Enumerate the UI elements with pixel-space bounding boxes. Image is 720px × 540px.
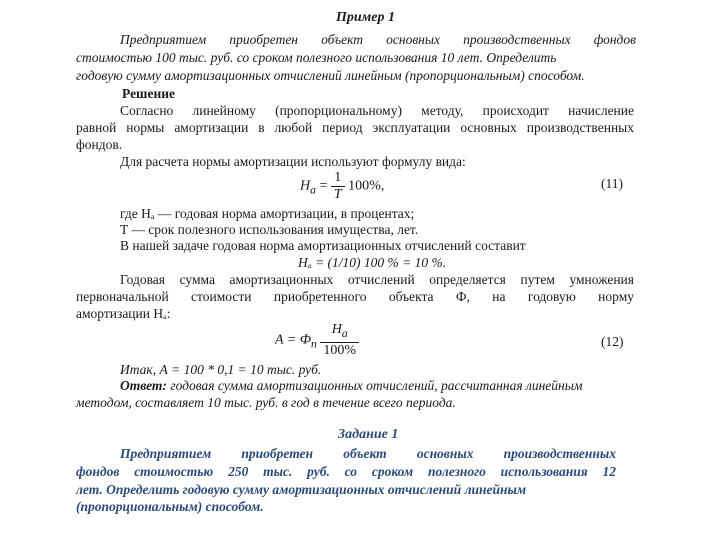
solution-para1-line-2: равной нормы амортизации в любой период эксплуатации основных производственных [76,120,634,135]
formula-12-denominator: 100% [323,342,357,358]
formula-11-denominator: T [333,187,342,202]
answer-line-1 [120,378,634,394]
norm-calculation: Нₐ = (1/10) 100 % = 10 %. [298,255,447,270]
formula-12-lhs-sub: п [311,337,317,351]
result-line: Итак, А = 100 * 0,1 = 10 тыс. руб. [120,362,322,377]
solution-heading: Решение [122,86,175,101]
assignment-line-4: (пропорциональным) способом. [76,499,264,514]
formula-12-number: (12) [601,334,624,349]
t-definition-line: T — срок полезного использования имущества, лет. [120,222,419,237]
assignment-line-3: лет. Определить годовую сумму амортизационных отчислений линейным [76,482,527,497]
solution-para1-line-3: фондов. [76,137,123,152]
formula-intro: Для расчета нормы амортизации используют формулу вида: [120,154,466,169]
example-title: Пример 1 [336,10,395,25]
where-line: где Нₐ — годовая норма амортизации, в процентах; [120,206,415,221]
formula-11-lhs: Н [300,178,311,194]
formula-12 [275,322,359,359]
formula-12-lhs: A = Ф [275,332,312,348]
assignment-line-1: Предприятием приобретен объект основных производственных [120,446,616,461]
formula-12-fraction [320,322,359,359]
example-task-line-2: стоимостью 100 тыс. руб. со сроком полезного использования 10 лет. Определить [76,50,557,65]
formula-12-numerator-main: Н [331,322,342,337]
formula-12-numerator-sub: а [341,326,348,340]
example-task-line-1: Предприятием приобретен объект основных производственных фондов [120,32,636,47]
formula-11-lhs-sub: а [310,183,316,197]
norm-line: В нашей задаче годовая норма амортизационных отчислений составит [120,238,526,253]
formula-11-numerator: 1 [331,170,345,187]
formula-11: $Н_а$ = $\frac{1}{T}$ 100%, [300,170,385,202]
formula-11-number: (11) [601,176,623,191]
solution-para2-line-3: амортизации Нₐ: [76,306,171,321]
formula-11-fraction [331,170,345,203]
formula-11-rest: 100%, [348,178,385,194]
answer-line-2: методом, составляет 10 тыс. руб. в год в течение всего периода. [76,395,456,410]
assignment-title: Задание 1 [338,427,399,442]
example-task-line-3: годовую сумму амортизационных отчислений линейным (пропорциональным) способом. [76,68,585,83]
solution-para1-line-1: Согласно линейному (пропорциональному) методу, происходит начисление [120,103,634,118]
formula-12-numerator [320,322,359,343]
solution-para2-line-1: Годовая сумма амортизационных отчислений определяется путем умножения [120,272,634,287]
assignment-line-2: фондов стоимостью 250 тыс. руб. со сроком полезного использования 12 [76,464,616,479]
answer-label: Ответ: [120,378,167,393]
answer-text-1: годовая сумма амортизационных отчислений, рассчитанная линейным [170,378,583,393]
solution-para2-line-2: первоначальной стоимости приобретенного объекта Ф, на годовую норму [76,289,634,304]
